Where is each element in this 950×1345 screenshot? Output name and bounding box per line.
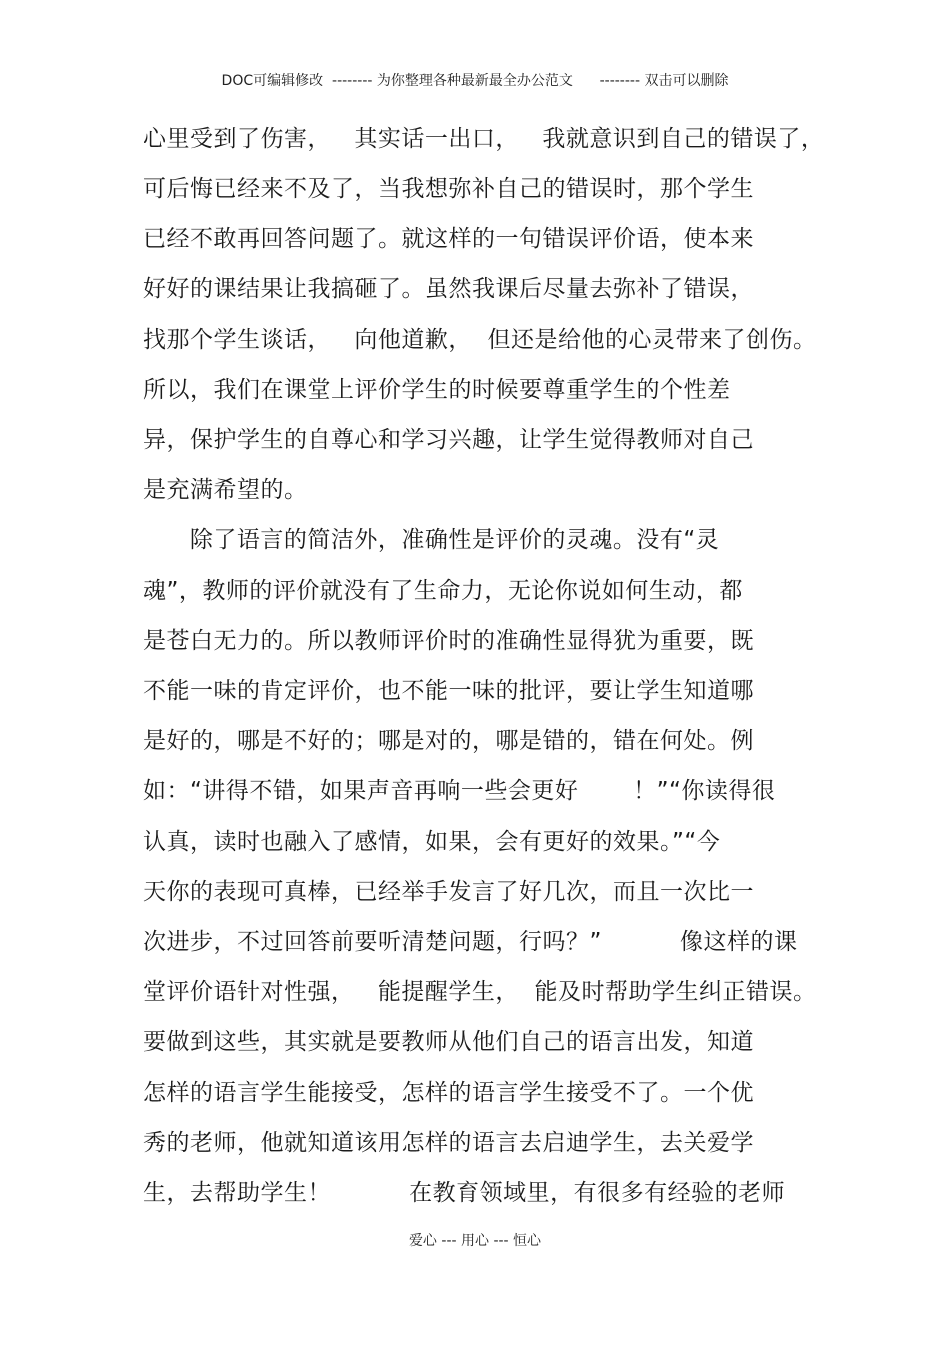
body-line: 找那个学生谈话， 向他道歉， 但还是给他的心灵带来了创伤。: [143, 327, 817, 353]
body-line: 怎样的语言学生能接受，怎样的语言学生接受不了。一个优: [143, 1080, 754, 1106]
body-line: 是苍白无力的。所以教师评价时的准确性显得犹为重要，既: [143, 628, 754, 654]
body-line: 心里受到了伤害， 其实话一出口， 我就意识到自己的错误了，: [143, 126, 825, 152]
body-line: 生，去帮助学生！ 在教育领域里，有很多有经验的老师: [143, 1180, 786, 1206]
body-line: 天你的表现可真棒，已经举手发言了好几次，而且一次比一: [143, 879, 754, 905]
body-line: 魂”，教师的评价就没有了生命力，无论你说如何生动，都: [143, 578, 743, 604]
page-header: DOC可编辑修改 -------- 为你整理各种最新最全办公范文 -------- 双击可以删除: [221, 73, 729, 89]
body-line: 堂评价语针对性强， 能提醒学生， 能及时帮助学生纠正错误。: [143, 979, 817, 1005]
body-line: 是充满希望的。: [143, 477, 308, 503]
body-line: 要做到这些，其实就是要教师从他们自己的语言出发，知道: [143, 1029, 754, 1055]
body-line: 认真，读时也融入了感情，如果，会有更好的效果。”“今: [143, 829, 721, 855]
body-line: 所以，我们在课堂上评价学生的时候要尊重学生的个性差: [143, 377, 731, 403]
body-line: 可后悔已经来不及了，当我想弥补自己的错误时，那个学生: [143, 176, 754, 202]
body-line: 如：“讲得不错，如果声音再响一些会更好 ！”“你读得很: [143, 778, 776, 804]
body-line: 好好的课结果让我搞砸了。虽然我课后尽量去弥补了错误，: [143, 276, 754, 302]
body-line: 次进步，不过回答前要听清楚问题，行吗？” 像这样的课: [143, 929, 798, 955]
body-line: 不能一味的肯定评价，也不能一味的批评，要让学生知道哪: [143, 678, 754, 704]
page-footer: 爱心 --- 用心 --- 恒心: [408, 1233, 542, 1249]
body-line: 秀的老师，他就知道该用怎样的语言去启迪学生，去关爱学: [143, 1130, 754, 1156]
body-line: 异，保护学生的自尊心和学习兴趣，让学生觉得教师对自己: [143, 427, 754, 453]
body-line: 是好的，哪是不好的；哪是对的，哪是错的，错在何处。例: [143, 728, 754, 754]
body-line: 已经不敢再回答问题了。就这样的一句错误评价语，使本来: [143, 226, 754, 252]
body-line: 除了语言的简洁外，准确性是评价的灵魂。没有“灵: [143, 527, 720, 553]
